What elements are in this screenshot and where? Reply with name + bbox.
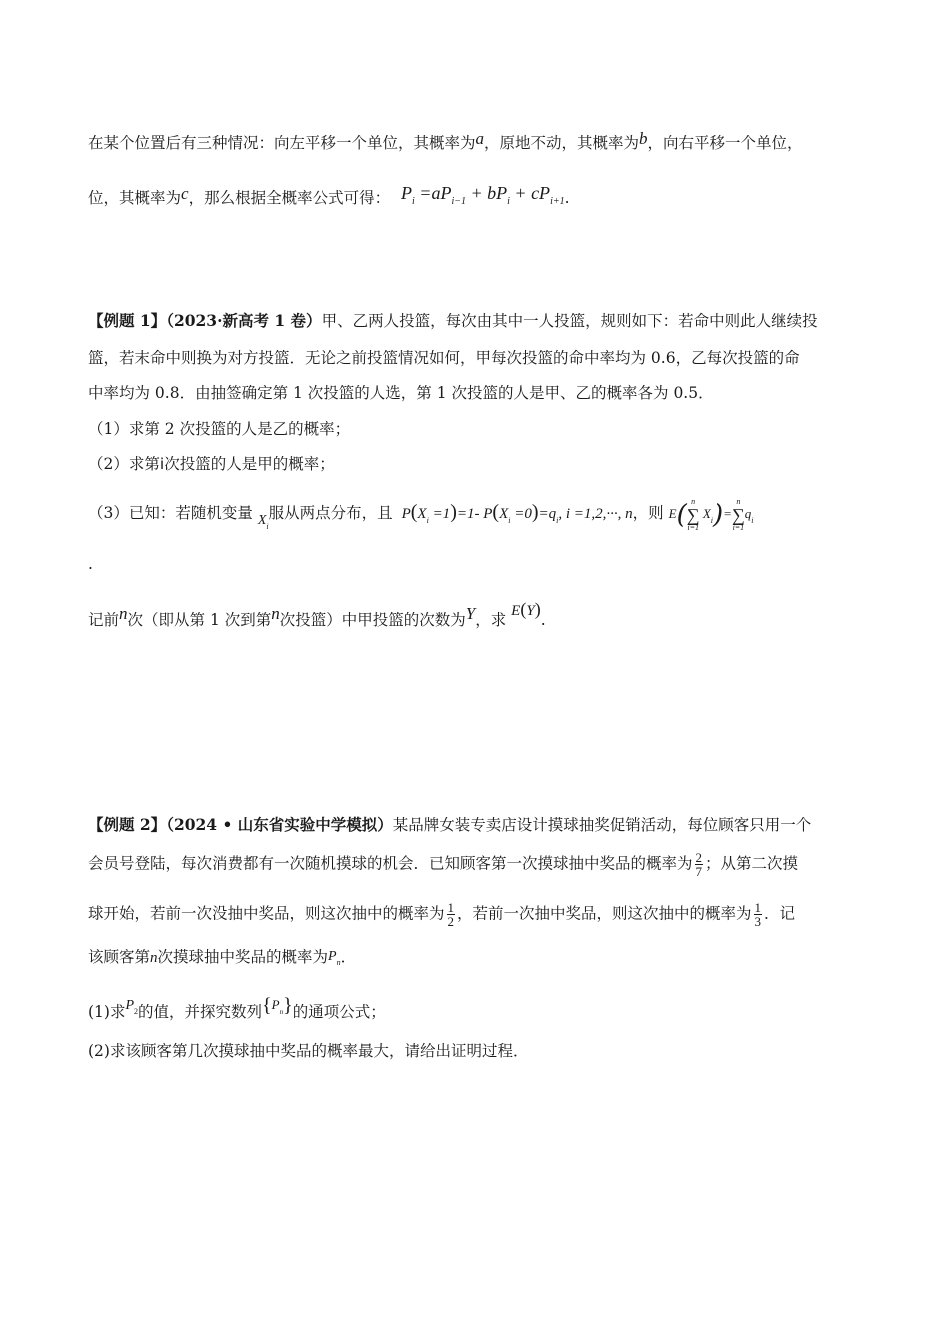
example1-question-2 — [88, 453, 890, 475]
two-point-distribution-formula: $P(X_i =1)=1-$ $P(X_i =0)=q_i$, i =1,2,···, n — [401, 500, 633, 525]
var-b: b — [639, 129, 648, 148]
example2-source: （2024 • 山东省实验中学模拟） — [166, 815, 393, 834]
var-i: i — [159, 455, 165, 473]
question-text: 的通项公式； — [292, 1003, 386, 1021]
intro-text: 位，其概率为 — [88, 189, 182, 207]
var-c: c — [181, 184, 189, 203]
var-Pn: $P_n$ — [328, 949, 341, 967]
question-text: ，则 — [632, 503, 664, 522]
example2-line-2 — [88, 851, 890, 878]
question-text: ，求 — [475, 611, 507, 629]
question-text: 次投篮的人是甲的概率； — [164, 455, 335, 473]
var-n: n — [119, 604, 128, 623]
example1-text: 中率均为 0.8．由抽签确定第 1 次投篮的人选，第 1 次投篮的人是甲、乙的概率各为 0.5． — [88, 384, 714, 402]
expectation-sum-formula: E( n ∑ i=1 $X_i)=$ n ∑ i=1 $q_i$ — [668, 497, 754, 532]
question-text: 的值，并探究数列 — [138, 1003, 263, 1021]
example1-text: 篮，若末命中则换为对方投篮．无论之前投篮情况如何，甲每次投篮的命中率均为 0.6，乙每次投篮的命 — [88, 349, 800, 367]
fraction-2-7 — [695, 851, 704, 878]
example1-question-1 — [88, 418, 890, 440]
question-text: 记前 — [88, 611, 120, 629]
intro-text: ，原地不动，其概率为 — [484, 134, 640, 152]
question-text: （2）求第 — [88, 455, 160, 473]
fraction-numerator: 1 — [754, 900, 762, 915]
example1-source: （2023·新高考 1 卷） — [166, 311, 322, 330]
example2-text: 该顾客第 — [88, 948, 151, 966]
fraction-denominator: 2 — [447, 914, 455, 929]
question-text: 次投篮）中甲投篮的次数为 — [279, 611, 466, 629]
expectation-EY: E(Y) — [511, 599, 541, 619]
example1-line-1 — [88, 310, 890, 332]
example2-line-4 — [88, 946, 890, 974]
fraction-numerator: 2 — [695, 850, 703, 865]
example1-tag: 【例题 1】 — [88, 311, 167, 330]
example2-tag: 【例题 2】 — [88, 815, 167, 834]
intro-text: 在某个位置后有三种情况：向左平移一个单位，其概率为 — [88, 134, 476, 152]
example1-period — [88, 553, 890, 575]
question-text: 服从两点分布，且 — [268, 503, 393, 522]
example2-text: ． — [340, 948, 357, 966]
example1-line-3 — [88, 382, 890, 404]
example2-text: ；从第二次摸 — [705, 854, 799, 873]
example2-text: 某品牌女装专卖店设计摸球抽奖促销活动，每位顾客只用一个 — [392, 816, 812, 834]
question-text: 次（即从第 1 次到第 — [127, 611, 272, 629]
fraction-1-3 — [754, 901, 763, 928]
example1-line-2 — [88, 347, 890, 369]
question-text: (2)求该顾客第几次摸球抽中奖品的概率最大，请给出证明过程． — [88, 1042, 529, 1060]
var-n: n — [271, 604, 280, 623]
fraction-1-2 — [447, 901, 456, 928]
var-P2: $P_2$ — [125, 998, 139, 1016]
question-text: （3）已知：若随机变量 — [88, 503, 253, 522]
var-Y: Y — [465, 604, 476, 623]
example1-last-line: 记前n次（即从第 1 次到第n次投篮）中甲投篮的次数为Y，求 E(Y). — [88, 599, 546, 629]
total-probability-formula: $P_i =aP_{i-1} + bP_i + cP_{i+1}$ — [401, 183, 565, 207]
question-text: （1）求第 2 次投篮的人是乙的概率； — [88, 420, 351, 438]
intro-line-2: 位，其概率为c，那么根据全概率公式可得： $P_i =aP_{i-1} + bP_i + cP_{i+1}$. — [88, 183, 570, 207]
var-n: n — [150, 950, 158, 966]
period-text: . — [88, 555, 93, 573]
sequence-Pn: $\{P_n\}$ — [262, 994, 293, 1017]
var-a: a — [475, 129, 485, 148]
example2-text: 球开始，若前一次没抽中奖品，则这次抽中的概率为 — [88, 904, 445, 923]
example2-line-1 — [88, 814, 890, 836]
var-Xi: $X_i$ — [257, 512, 269, 531]
question-text: (1)求 — [88, 1003, 126, 1021]
fraction-denominator: 3 — [754, 914, 762, 929]
example2-text: 次摸球抽中奖品的概率为 — [157, 948, 329, 966]
example2-text: 会员号登陆，每次消费都有一次随机摸球的机会．已知顾客第一次摸球抽中奖品的概率为 — [88, 854, 693, 873]
example2-text: ，若前一次抽中奖品，则这次抽中的概率为 — [457, 904, 752, 923]
fraction-denominator: 7 — [695, 864, 703, 879]
example1-question-3 — [88, 497, 890, 538]
example2-line-3 — [88, 901, 890, 928]
intro-text: ，向右平移一个单位， — [647, 134, 803, 152]
example2-question-1 — [88, 994, 890, 1023]
example1-text: 甲、乙两人投篮，每次由其中一人投篮，规则如下：若命中则此人继续投 — [321, 312, 818, 330]
intro-line-1 — [88, 128, 890, 154]
fraction-numerator: 1 — [447, 900, 455, 915]
intro-text: ，那么根据全概率公式可得： — [188, 189, 391, 207]
example2-text: ．记 — [764, 904, 796, 923]
example2-question-2 — [88, 1040, 890, 1062]
